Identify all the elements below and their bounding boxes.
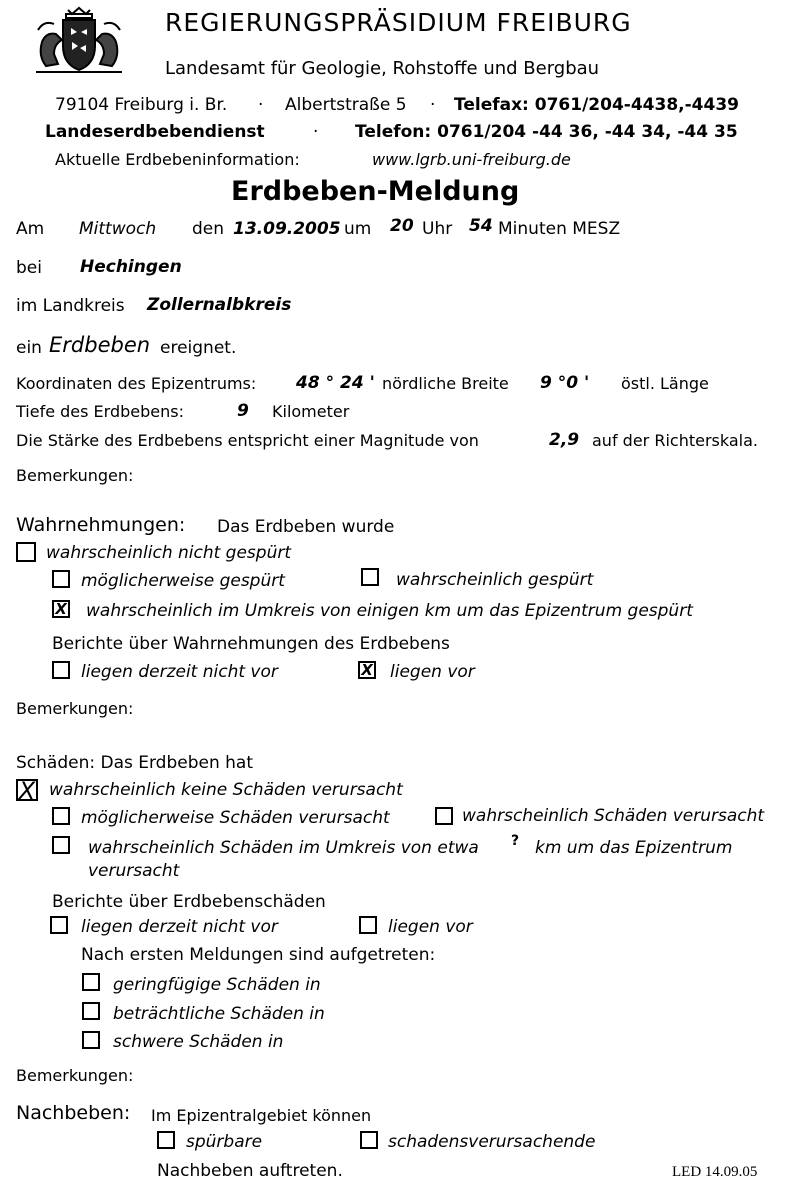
latitude-label: nördliche Breite: [382, 374, 509, 393]
remarks-label: Bemerkungen:: [16, 1066, 134, 1085]
felt-aftershocks-label: spürbare: [186, 1132, 263, 1152]
magnitude-suffix: auf der Richterskala.: [592, 431, 758, 450]
separator: ·: [313, 122, 319, 142]
am-label: Am: [16, 219, 45, 239]
probably-felt-checkbox[interactable]: [361, 568, 379, 586]
minor-damage-label: geringfügige Schäden in: [113, 975, 321, 995]
depth-label: Tiefe des Erdbebens:: [16, 402, 184, 421]
possibly-damage-label: möglicherweise Schäden verursacht: [81, 808, 390, 828]
landkreis-value: Zollernalbkreis: [147, 295, 292, 315]
event-type-value: Erdbeben: [49, 333, 151, 357]
um-label: um: [344, 219, 372, 239]
not-felt-checkbox[interactable]: [16, 542, 36, 562]
probably-damage-checkbox[interactable]: [435, 807, 453, 825]
damage-reports-none-label: liegen derzeit nicht vor: [81, 917, 278, 937]
hour-value: 20: [390, 216, 414, 236]
damage-radius-label-3: verursacht: [88, 861, 180, 881]
separator: ·: [258, 95, 264, 115]
felt-aftershocks-checkbox[interactable]: [157, 1131, 175, 1149]
probably-damage-label: wahrscheinlich Schäden verursacht: [462, 806, 765, 826]
place-value: Hechingen: [80, 257, 182, 277]
depth-unit: Kilometer: [272, 402, 350, 421]
minuten-label: Minuten MESZ: [498, 219, 621, 239]
damaging-aftershocks-checkbox[interactable]: [360, 1131, 378, 1149]
ein-label: ein: [16, 338, 42, 358]
longitude-label: östl. Länge: [621, 374, 709, 393]
ereignet-label: ereignet.: [160, 338, 237, 358]
remarks-label: Bemerkungen:: [16, 466, 134, 485]
service-name: Landeserdbebendienst: [45, 122, 265, 142]
den-label: den: [192, 219, 225, 239]
no-damage-label: wahrscheinlich keine Schäden verursacht: [49, 780, 403, 800]
fax-number: Telefax: 0761/204-4438,-4439: [454, 95, 739, 115]
info-label: Aktuelle Erdbebeninformation:: [55, 150, 300, 169]
no-damage-checkbox[interactable]: X: [16, 779, 38, 801]
authority-title: REGIERUNGSPRÄSIDIUM FREIBURG: [165, 8, 632, 37]
perception-reports-exist-checkbox[interactable]: X: [358, 661, 376, 679]
date-value: 13.09.2005: [233, 219, 341, 239]
page-title: Erdbeben-Meldung: [231, 176, 520, 207]
possibly-damage-checkbox[interactable]: [52, 807, 70, 825]
separator: ·: [430, 95, 436, 115]
not-felt-label: wahrscheinlich nicht gespürt: [46, 543, 292, 563]
damage-radius-value: ?: [511, 833, 520, 849]
felt-radius-label: wahrscheinlich im Umkreis von einigen km um das Epizentrum gespürt: [86, 601, 693, 621]
damage-reports-exist-checkbox[interactable]: [359, 916, 377, 934]
aftershocks-outro: Nachbeben auftreten.: [157, 1161, 343, 1181]
damage-heading: Schäden: Das Erdbeben hat: [16, 753, 254, 773]
probably-felt-label: wahrscheinlich gespürt: [396, 570, 594, 590]
coat-of-arms-logo: [16, 6, 142, 76]
coordinates-label: Koordinaten des Epizentrums:: [16, 374, 257, 393]
magnitude-text: Die Stärke des Erdbebens entspricht einer Magnitude von: [16, 431, 479, 450]
severe-damage-checkbox[interactable]: [82, 1031, 100, 1049]
aftershocks-intro: Im Epizentralgebiet können: [151, 1106, 372, 1125]
considerable-damage-label: beträchtliche Schäden in: [113, 1004, 325, 1024]
weekday-value: Mittwoch: [79, 219, 157, 239]
first-reports-label: Nach ersten Meldungen sind aufgetreten:: [81, 945, 436, 965]
damage-radius-label: wahrscheinlich Schäden im Umkreis von etwa: [88, 838, 479, 858]
minutes-value: 54: [469, 216, 493, 236]
uhr-label: Uhr: [422, 219, 453, 239]
damage-reports-none-checkbox[interactable]: [50, 916, 68, 934]
landkreis-label: im Landkreis: [16, 296, 125, 316]
minor-damage-checkbox[interactable]: [82, 973, 100, 991]
damage-reports-label: Berichte über Erdbebenschäden: [52, 892, 326, 912]
phone-number: Telefon: 0761/204 -44 36, -44 34, -44 35: [355, 122, 738, 142]
magnitude-value: 2,9: [549, 430, 580, 450]
longitude-value: 9 °0 ': [540, 373, 590, 393]
perception-reports-none-checkbox[interactable]: [52, 661, 70, 679]
damage-radius-checkbox[interactable]: [52, 836, 70, 854]
latitude-value: 48 ° 24 ': [296, 373, 375, 393]
footer-code: LED 14.09.05: [672, 1164, 758, 1180]
considerable-damage-checkbox[interactable]: [82, 1002, 100, 1020]
info-url[interactable]: www.lgrb.uni-freiburg.de: [372, 150, 571, 169]
felt-radius-checkbox[interactable]: X: [52, 600, 70, 618]
perception-reports-exist-label: liegen vor: [390, 662, 475, 682]
severe-damage-label: schwere Schäden in: [113, 1032, 284, 1052]
address-city: 79104 Freiburg i. Br.: [55, 95, 228, 115]
address-street: Albertstraße 5: [285, 95, 407, 115]
damaging-aftershocks-label: schadensverursachende: [388, 1132, 596, 1152]
aftershocks-heading: Nachbeben:: [16, 1102, 131, 1124]
perception-reports-none-label: liegen derzeit nicht vor: [81, 662, 278, 682]
perception-intro: Das Erdbeben wurde: [217, 517, 395, 537]
perception-reports-label: Berichte über Wahrnehmungen des Erdbebens: [52, 634, 450, 654]
depth-value: 9: [237, 401, 249, 421]
possibly-felt-label: möglicherweise gespürt: [81, 571, 285, 591]
remarks-label: Bemerkungen:: [16, 699, 134, 718]
office-name: Landesamt für Geologie, Rohstoffe und Bergbau: [165, 58, 600, 79]
perception-heading: Wahrnehmungen:: [16, 514, 186, 536]
bei-label: bei: [16, 258, 42, 278]
possibly-felt-checkbox[interactable]: [52, 570, 70, 588]
damage-reports-exist-label: liegen vor: [388, 917, 473, 937]
damage-radius-label-2: km um das Epizentrum: [535, 838, 733, 858]
